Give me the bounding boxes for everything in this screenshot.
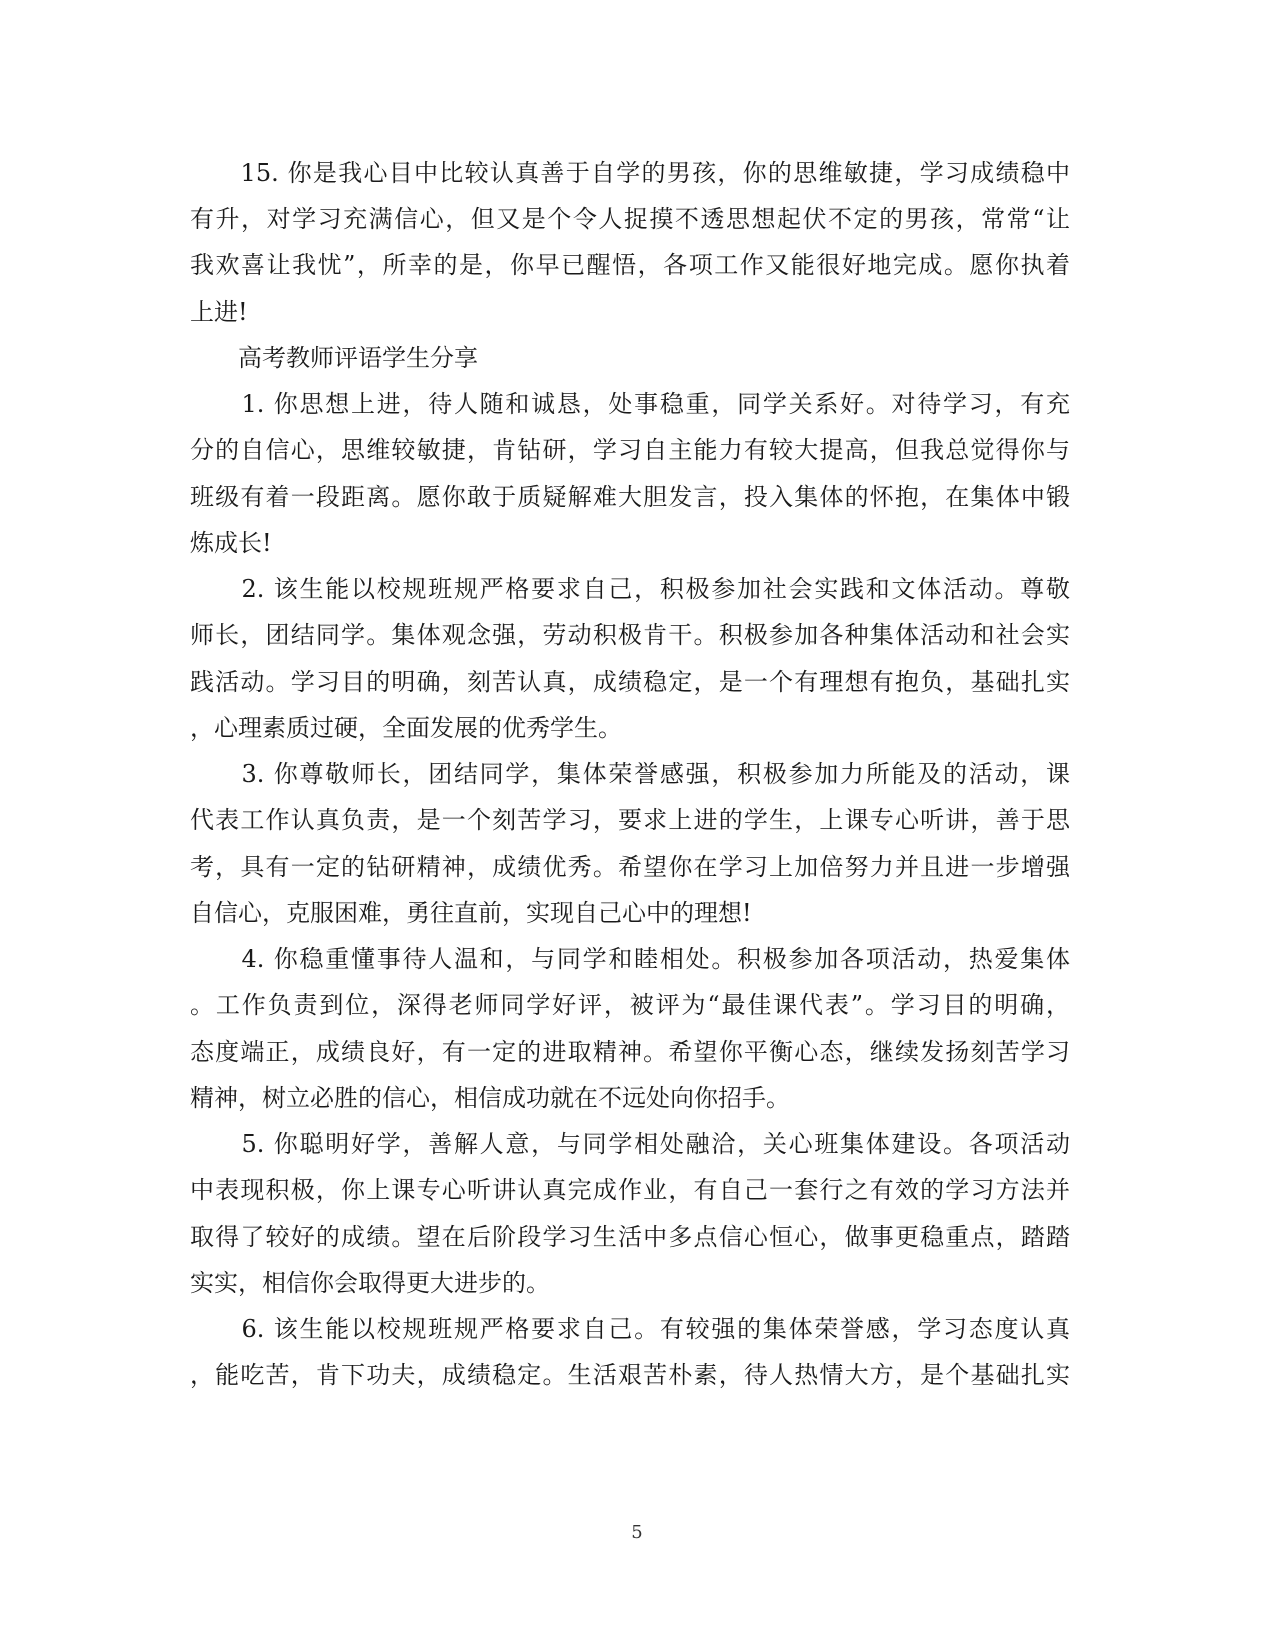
text-line: 1. 你思想上进，待人随和诚恳，处事稳重，同学关系好。对待学习，有充 (190, 390, 1070, 418)
text-line: 有升，对学习充满信心，但又是个令人捉摸不透思想起伏不定的男孩，常常“让 (190, 205, 1070, 233)
text-line: 实实，相信你会取得更大进步的。 (190, 1269, 550, 1297)
text-line: 我欢喜让我忧”，所幸的是，你早已醒悟，各项工作又能很好地完成。愿你执着 (190, 251, 1070, 279)
text-line: 2. 该生能以校规班规严格要求自己，积极参加社会实践和文体活动。尊敬 (190, 575, 1070, 603)
text-line: 上进! (190, 298, 248, 326)
text-line: ，心理素质过硬，全面发展的优秀学生。 (190, 714, 622, 742)
text-line: 6. 该生能以校规班规严格要求自己。有较强的集体荣誉感，学习态度认真 (190, 1315, 1070, 1343)
text-line: 分的自信心，思维较敏捷，肯钻研，学习自主能力有较大提高，但我总觉得你与 (190, 436, 1070, 464)
text-line: 班级有着一段距离。愿你敢于质疑解难大胆发言，投入集体的怀抱，在集体中锻 (190, 483, 1070, 511)
text-line: 态度端正，成绩良好，有一定的进取精神。希望你平衡心态，继续发扬刻苦学习 (190, 1038, 1070, 1066)
section-heading: 高考教师评语学生分享 (190, 344, 478, 372)
text-line: 4. 你稳重懂事待人温和，与同学和睦相处。积极参加各项活动，热爱集体 (190, 945, 1070, 973)
text-line: 自信心，克服困难，勇往直前，实现自己心中的理想! (190, 899, 752, 927)
text-line: 考，具有一定的钻研精神，成绩优秀。希望你在学习上加倍努力并且进一步增强 (190, 853, 1070, 881)
text-line: 。工作负责到位，深得老师同学好评，被评为“最佳课代表”。学习目的明确， (190, 991, 1070, 1019)
text-line: 取得了较好的成绩。望在后阶段学习生活中多点信心恒心，做事更稳重点，踏踏 (190, 1223, 1070, 1251)
text-line: ，能吃苦，肯下功夫，成绩稳定。生活艰苦朴素，待人热情大方，是个基础扎实 (190, 1361, 1070, 1389)
text-line: 5. 你聪明好学，善解人意，与同学相处融洽，关心班集体建设。各项活动 (190, 1130, 1070, 1158)
text-line: 15. 你是我心目中比较认真善于自学的男孩，你的思维敏捷，学习成绩稳中 (190, 159, 1070, 187)
text-line: 师长，团结同学。集体观念强，劳动积极肯干。积极参加各种集体活动和社会实 (190, 621, 1070, 649)
text-line: 3. 你尊敬师长，团结同学，集体荣誉感强，积极参加力所能及的活动，课 (190, 760, 1070, 788)
text-line: 代表工作认真负责，是一个刻苦学习，要求上进的学生，上课专心听讲，善于思 (190, 806, 1070, 834)
text-line: 中表现积极，你上课专心听讲认真完成作业，有自己一套行之有效的学习方法并 (190, 1176, 1070, 1204)
page-number: 5 (631, 1522, 643, 1543)
text-line: 精神，树立必胜的信心，相信成功就在不远处向你招手。 (190, 1084, 790, 1112)
text-line: 炼成长! (190, 529, 272, 557)
text-line: 践活动。学习目的明确，刻苦认真，成绩稳定，是一个有理想有抱负，基础扎实 (190, 668, 1070, 696)
